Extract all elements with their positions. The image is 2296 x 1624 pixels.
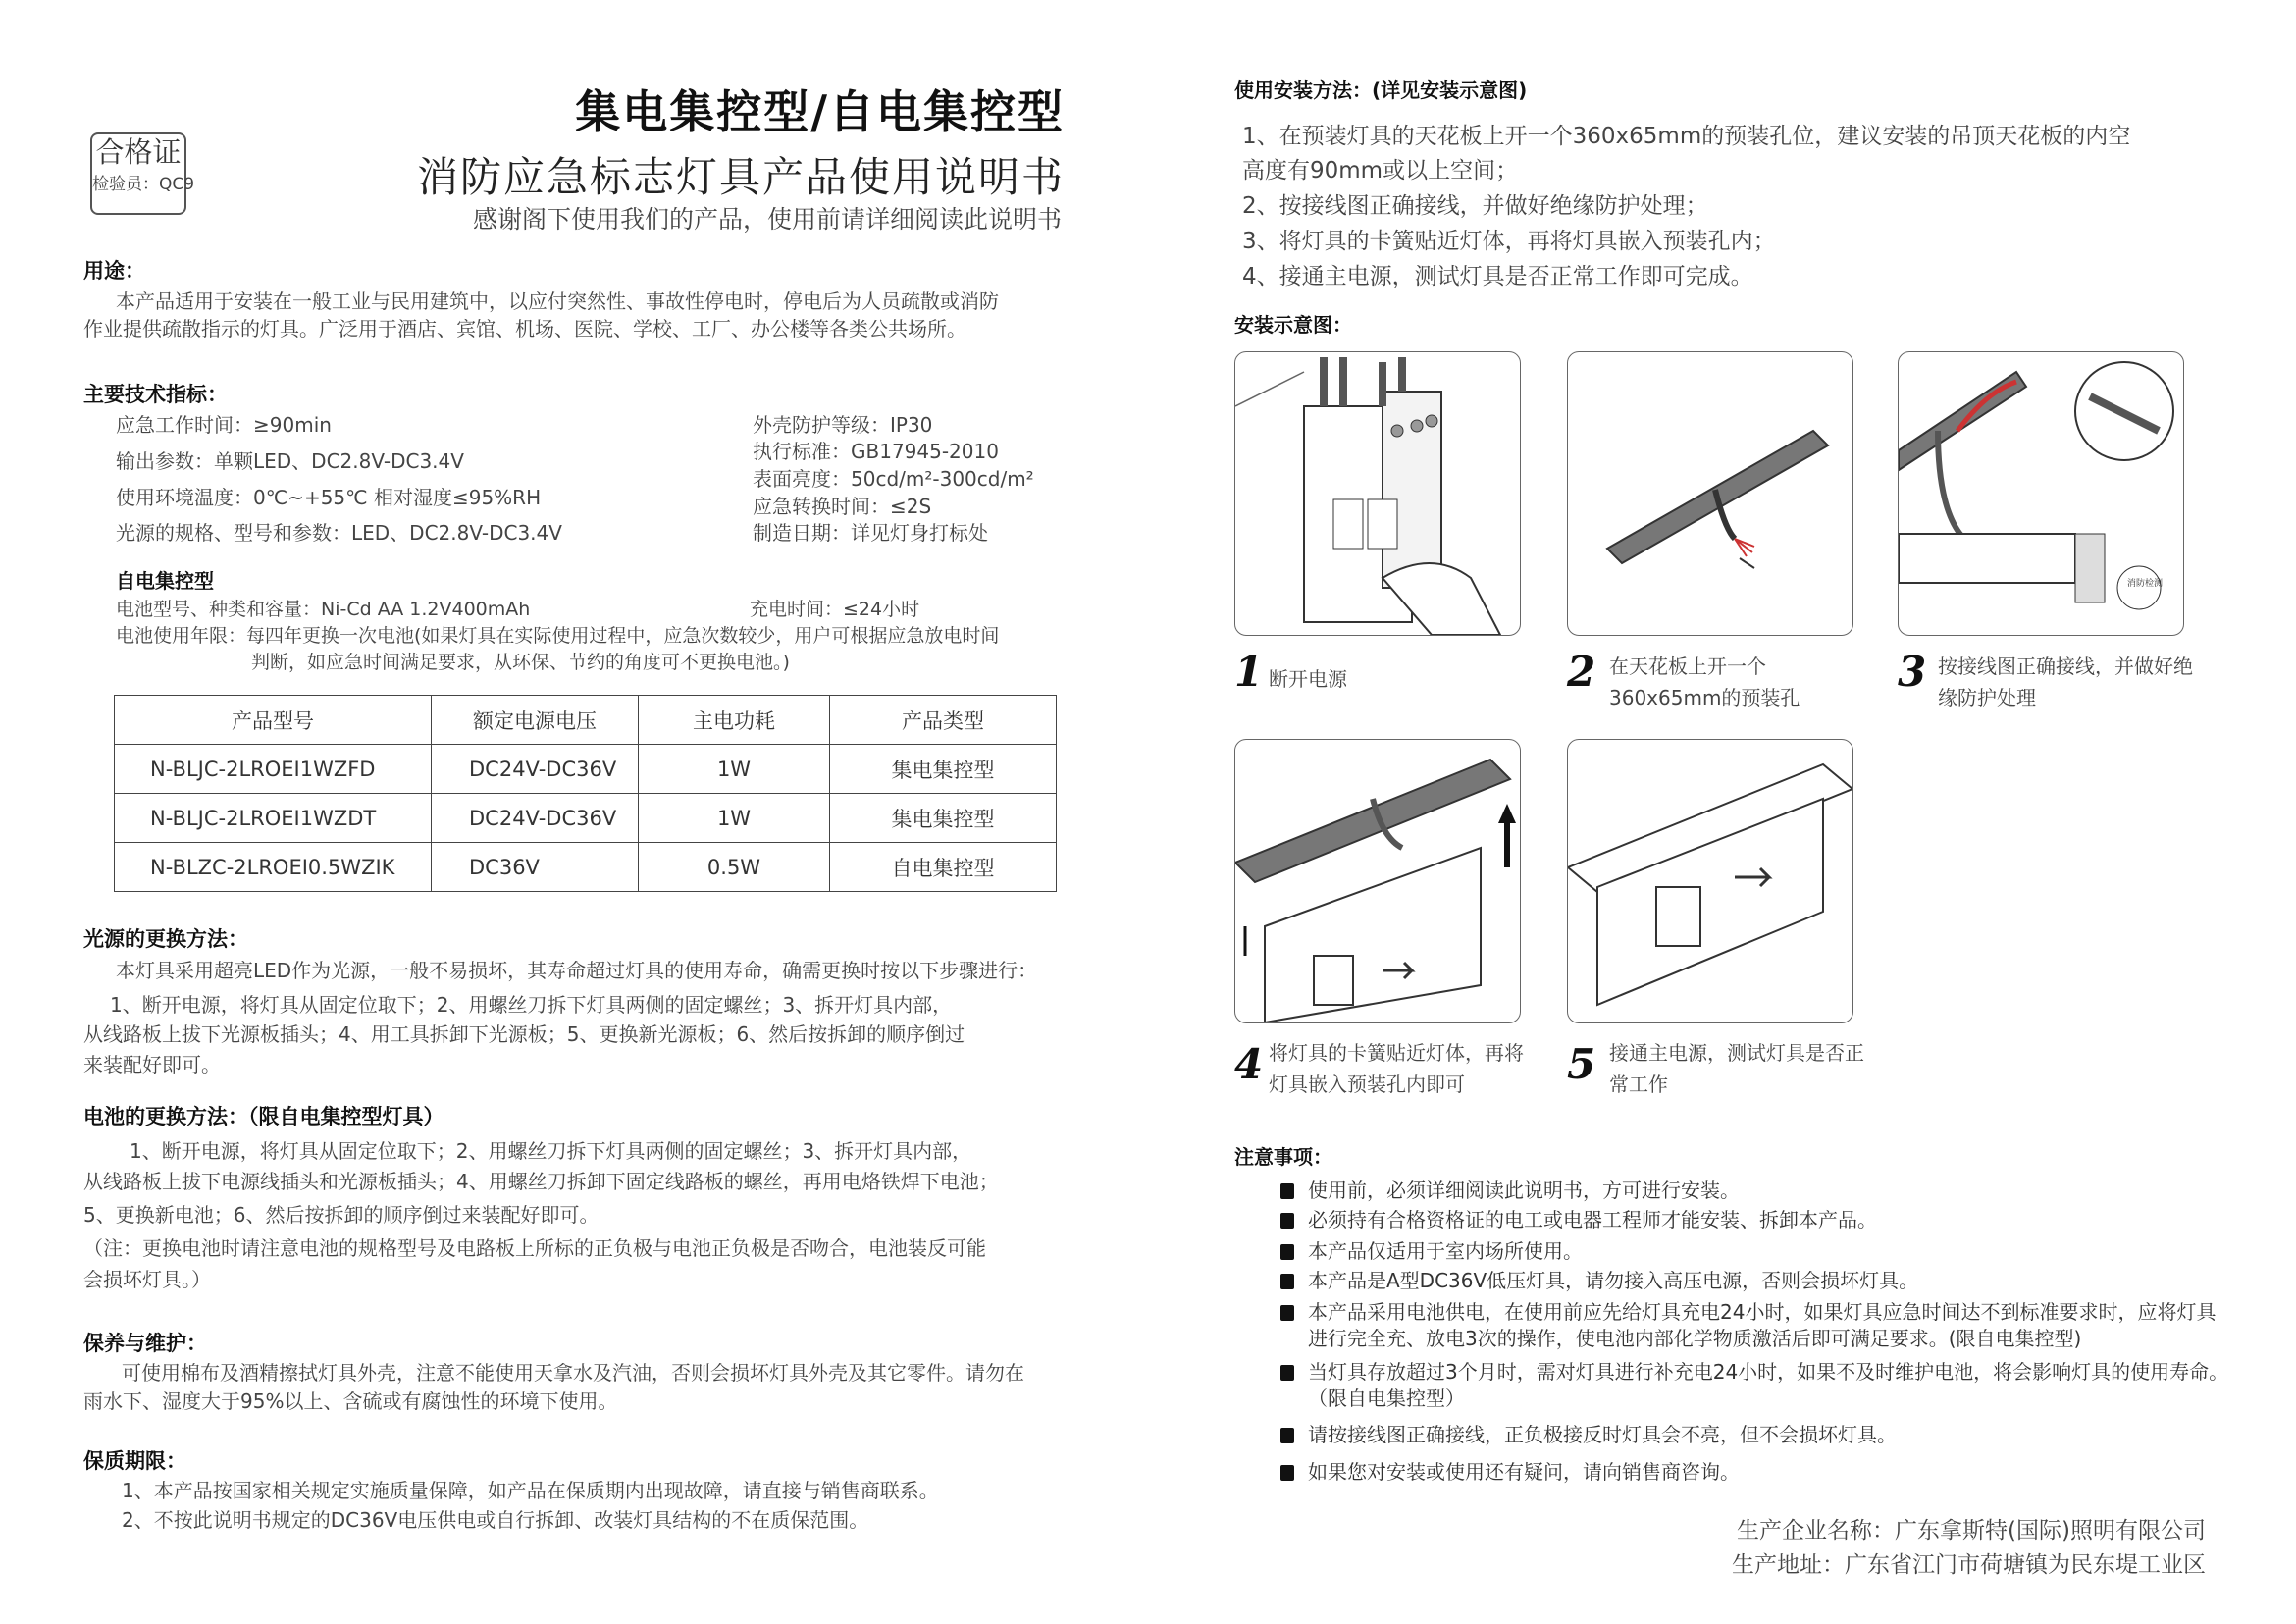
product-table [114,695,1057,892]
circuit-breaker-icon [1235,352,1520,635]
step-caption: 将灯具的卡簧贴近灯体，再将灯具嵌入预装孔内即可 [1269,1041,1524,1096]
bullet-icon [1280,1213,1294,1229]
step-number: 4 [1234,1040,1264,1088]
bullet-icon [1280,1305,1294,1321]
battery-replace-line: 5、更换新电池；6、然后按拆卸的顺序倒过来装配好即可。 [83,1203,600,1227]
light-replace-heading: 光源的更换方法： [83,927,248,951]
spec-item: 执行标准：GB17945-2010 [753,440,999,463]
notes-heading: 注意事项： [1234,1145,1332,1169]
install-heading: 使用安装方法：(详见安装示意图) [1234,79,1528,102]
bullet-icon [1280,1244,1294,1260]
stamp-line2: 检验员：QC9 [92,175,195,194]
install-line: 3、将灯具的卡簧贴近灯体，再将灯具嵌入预装孔内； [1242,229,1776,254]
table-header-row [115,696,1057,745]
cell-power: 1W [639,745,830,794]
note-item: 当灯具存放超过3个月时，需对灯具进行补充电24小时，如果不及时维护电池，将会影响灯具的使用寿命。（限自电集控型） [1308,1360,2229,1410]
table-row [115,745,1057,794]
warranty-heading: 保质期限： [83,1449,186,1473]
table-row [115,843,1057,892]
maintenance-heading: 保养与维护： [83,1332,207,1355]
spec-item: 光源的规格、型号和参数：LED、DC2.8V-DC3.4V [116,521,562,545]
step-caption: 在天花板上开一个360x65mm的预装孔 [1609,655,1800,709]
cell-voltage: DC24V-DC36V [432,745,639,794]
insert-fixture-icon [1235,740,1520,1022]
spec-item: 表面亮度：50cd/m²-300cd/m² [753,467,1034,491]
cell-power: 0.5W [639,843,830,892]
battery-life: 判断，如应急时间满足要求，从环保、节约的角度可不更换电池。) [251,652,790,673]
step-number: 3 [1898,648,1927,696]
step-number: 5 [1567,1040,1596,1088]
company-name: 生产企业名称：广东拿斯特(国际)照明有限公司 [1737,1518,2206,1544]
self-type-heading: 自电集控型 [116,569,214,593]
spec-item: 使用环境温度：0℃~+55℃ 相对湿度≤95%RH [116,486,542,509]
warranty-line: 1、本产品按国家相关规定实施质量保障，如产品在保质期内出现故障，请直接与销售商联系。 [122,1479,939,1502]
bullet-icon [1280,1365,1294,1381]
table-row [115,794,1057,843]
usage-line: 本产品适用于安装在一般工业与民用建筑中，以应付突然性、事故性停电时，停电后为人员疏散或消防 [116,289,999,313]
step-number: 2 [1567,648,1596,696]
light-replace-line: 从线路板上拔下光源板插头；4、用工具拆卸下光源板；5、更换新光源板；6、然后按拆卸的顺序倒过 [83,1022,965,1046]
company-address: 生产地址：广东省江门市荷塘镇为民东堤工业区 [1732,1552,2206,1578]
spec-item: 应急工作时间：≥90min [116,413,332,437]
ceiling-cutout-icon [1568,352,1852,635]
note-item: 必须持有合格资格证的电工或电器工程师才能安装、拆卸本产品。 [1308,1208,1877,1231]
note-item: 本产品是A型DC36V低压灯具，请勿接入高压电源，否则会损坏灯具。 [1308,1269,1919,1292]
step-caption: 接通主电源，测试灯具是否正常工作 [1609,1041,1864,1096]
step-caption: 按接线图正确接线，并做好绝缘防护处理 [1938,655,2193,709]
cell-voltage: DC24V-DC36V [432,794,639,843]
install-line: 1、在预装灯具的天花板上开一个360x65mm的预装孔位，建议安装的吊顶天花板的内空 [1242,124,2131,149]
install-line: 2、按接线图正确接线，并做好绝缘防护处理； [1242,193,1708,219]
spec-item: 应急转换时间：≤2S [753,495,932,518]
cell-model: N-BLJC-2LROEⅠ1WZFD [115,745,432,794]
battery-replace-heading: 电池的更换方法：（限自电集控型灯具） [83,1105,444,1128]
step-caption: 断开电源 [1269,667,1347,691]
test-button-label: 消防检测 [2127,579,2164,589]
wiring-icon [1899,352,2183,635]
light-replace-line: 本灯具采用超亮LED作为光源，一般不易损坏，其寿命超过灯具的使用寿命，确需更换时按以下步骤进行： [116,959,1038,982]
step2-illustration [1567,351,1853,636]
bullet-icon [1280,1428,1294,1443]
step-number: 1 [1234,648,1264,696]
charge-time: 充电时间：≤24小时 [750,599,920,620]
note-item: 本产品采用电池供电，在使用前应先给灯具充电24小时，如果灯具应急时间达不到标准要求时，应将灯具进行完全充、放电3次的操作，使电池内部化学物质激活后即可满足要求。(限自电集控型) [1308,1300,2217,1350]
battery-life: 电池使用年限：每四年更换一次电池(如果灯具在实际使用过程中，应急次数较少，用户可根据应急放电时间 [116,625,1000,647]
install-line: 4、接通主电源，测试灯具是否正常工作即可完成。 [1242,264,1753,289]
cell-power: 1W [639,794,830,843]
usage-line: 作业提供疏散指示的灯具。广泛用于酒店、宾馆、机场、医院、学校、工厂、办公楼等各类公共场所。 [83,317,966,341]
note-item: 请按接线图正确接线，正负极接反时灯具会不亮，但不会损坏灯具。 [1308,1423,1897,1446]
step3-illustration [1898,351,2184,636]
usage-heading: 用途： [83,259,145,283]
install-line: 高度有90mm或以上空间； [1242,158,1519,183]
col-header: 额定电源电压 [432,696,639,745]
subtitle: 感谢阁下使用我们的产品，使用前请详细阅读此说明书 [472,205,1062,234]
maintenance-line: 雨水下、湿度大于95%以上、含硫或有腐蚀性的环境下使用。 [83,1389,618,1413]
bullet-icon [1280,1274,1294,1289]
col-header: 主电功耗 [639,696,830,745]
col-header: 产品型号 [115,696,432,745]
spec-item: 输出参数：单颗LED、DC2.8V-DC3.4V [116,449,464,473]
cell-type: 集电集控型 [830,745,1057,794]
light-replace-line: 来装配好即可。 [83,1053,221,1076]
bullet-icon [1280,1465,1294,1481]
cell-model: N-BLZC-2LROEⅠ0.5WZIK [115,843,432,892]
light-replace-line: 1、断开电源，将灯具从固定位取下；2、用螺丝刀拆下灯具两侧的固定螺丝；3、拆开灯具内部， [110,993,953,1017]
battery-replace-line: 从线路板上拔下电源线插头和光源板插头；4、用螺丝刀拆卸下固定线路板的螺丝，再用电烙铁焊下电池； [83,1170,999,1193]
stamp-line1: 合格证 [95,135,182,169]
cell-model: N-BLJC-2LROEⅠ1WZDT [115,794,432,843]
title-line2: 消防应急标志灯具产品使用说明书 [416,153,1065,201]
specs-heading: 主要技术指标： [83,383,228,406]
note-item: 本产品仅适用于室内场所使用。 [1308,1239,1583,1263]
note-item: 使用前，必须详细阅读此说明书，方可进行安装。 [1308,1179,1740,1202]
bullet-icon [1280,1183,1294,1199]
spec-item: 外壳防护等级：IP30 [753,413,933,437]
cell-voltage: DC36V [432,843,639,892]
diagram-heading: 安装示意图： [1234,313,1352,337]
step4-illustration [1234,739,1521,1023]
battery-replace-line: （注：更换电池时请注意电池的规格型号及电路板上所标的正负极与电池正负极是否吻合，电池装反可能 [83,1236,986,1260]
col-header: 产品类型 [830,696,1057,745]
installed-fixture-icon [1568,740,1852,1022]
note-item: 如果您对安装或使用还有疑问，请向销售商咨询。 [1308,1460,1740,1484]
qc-stamp [90,132,195,215]
step1-illustration [1234,351,1521,636]
title-line1: 集电集控型/自电集控型 [575,85,1065,138]
battery-replace-line: 会损坏灯具。） [83,1268,211,1291]
battery-replace-line: 1、断开电源，将灯具从固定位取下；2、用螺丝刀拆下灯具两侧的固定螺丝；3、拆开灯具内部， [130,1139,972,1163]
maintenance-line: 可使用棉布及酒精擦拭灯具外壳，注意不能使用天拿水及汽油，否则会损坏灯具外壳及其它零件。请勿在 [122,1361,1024,1385]
cell-type: 集电集控型 [830,794,1057,843]
battery-type: 电池型号、种类和容量：Ni-Cd AA 1.2V400mAh [116,599,531,620]
warranty-line: 2、不按此说明书规定的DC36V电压供电或自行拆卸、改装灯具结构的不在质保范围。 [122,1508,869,1532]
spec-item: 制造日期：详见灯身打标处 [753,521,988,545]
step5-illustration [1567,739,1853,1023]
cell-type: 自电集控型 [830,843,1057,892]
